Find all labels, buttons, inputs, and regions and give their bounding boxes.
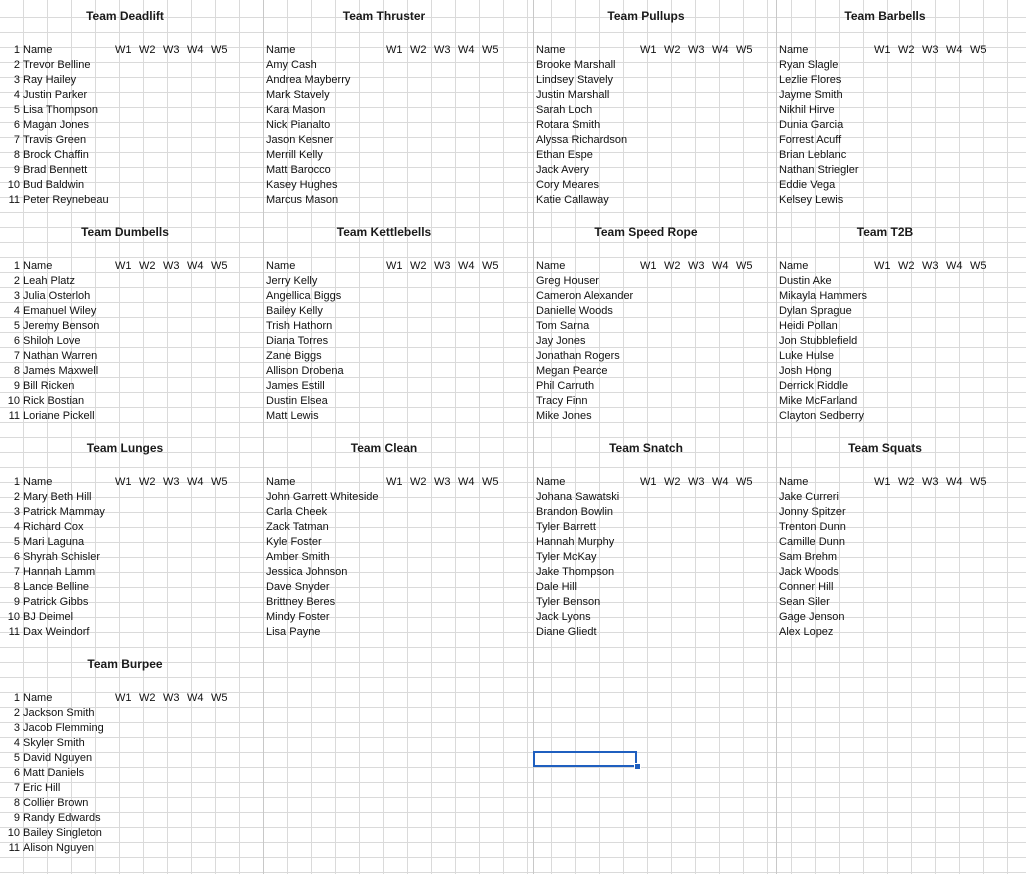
week-header: W5 xyxy=(482,44,499,56)
member-name-cell[interactable]: Nick Pianalto xyxy=(266,119,331,131)
member-name-cell[interactable]: Tracy Finn xyxy=(536,395,588,407)
member-name-cell[interactable]: Hannah Lamm xyxy=(23,566,96,578)
member-name-cell[interactable]: Diane Gliedt xyxy=(536,626,597,638)
row-number: 7 xyxy=(13,566,20,578)
member-name-cell[interactable]: Brittney Beres xyxy=(266,596,336,608)
row-number: 11 xyxy=(8,626,20,638)
row-number: 10 xyxy=(7,179,20,191)
week-header: W3 xyxy=(163,692,180,704)
name-header: Name xyxy=(779,260,809,272)
member-name-cell[interactable]: Ethan Espe xyxy=(536,149,593,161)
name-header: Name xyxy=(536,44,566,56)
member-name-cell[interactable]: Sean Siler xyxy=(779,596,830,608)
week-header: W5 xyxy=(970,476,987,488)
week-header: W2 xyxy=(139,44,156,56)
week-header: W5 xyxy=(211,476,228,488)
member-name-cell[interactable]: Jon Stubblefield xyxy=(779,335,858,347)
row-number: 9 xyxy=(13,164,20,176)
member-name-cell[interactable]: Zack Tatman xyxy=(266,521,329,533)
member-name-cell[interactable]: Brooke Marshall xyxy=(536,59,616,71)
name-header: Name xyxy=(266,476,296,488)
member-name-cell[interactable]: Phil Carruth xyxy=(536,380,595,392)
row-number: 7 xyxy=(13,782,20,794)
member-name-cell[interactable]: Leah Platz xyxy=(23,275,75,287)
member-name-cell[interactable]: Trevor Belline xyxy=(23,59,91,71)
member-name-cell[interactable]: Tyler Benson xyxy=(536,596,601,608)
member-name-cell[interactable]: Kyle Foster xyxy=(266,536,322,548)
week-header: W2 xyxy=(139,692,156,704)
member-name-cell[interactable]: Greg Houser xyxy=(536,275,599,287)
member-name-cell[interactable]: BJ Deimel xyxy=(23,611,74,623)
member-name-cell[interactable]: Ryan Slagle xyxy=(779,59,839,71)
row-number: 9 xyxy=(13,596,20,608)
team-title: Team Burpee xyxy=(87,657,163,671)
member-name-cell[interactable]: Jason Kesner xyxy=(266,134,334,146)
week-header: W4 xyxy=(458,476,475,488)
week-header: W4 xyxy=(187,44,204,56)
member-name-cell[interactable]: Randy Edwards xyxy=(23,812,101,824)
member-name-cell[interactable]: Amy Cash xyxy=(266,59,317,71)
member-name-cell[interactable]: Brock Chaffin xyxy=(23,149,89,161)
member-name-cell[interactable]: Jessica Johnson xyxy=(266,566,348,578)
row-number: 6 xyxy=(13,335,20,347)
row-number: 11 xyxy=(8,194,20,206)
member-name-cell[interactable]: Jackson Smith xyxy=(23,707,95,719)
row-number: 5 xyxy=(13,320,20,332)
member-name-cell[interactable]: Bud Baldwin xyxy=(23,179,85,191)
member-name-cell[interactable]: Gage Jenson xyxy=(779,611,845,623)
row-number: 1 xyxy=(13,692,20,704)
member-name-cell[interactable]: Jack Avery xyxy=(536,164,589,176)
member-name-cell[interactable]: Jay Jones xyxy=(536,335,586,347)
member-name-cell[interactable]: Mike Jones xyxy=(536,410,592,422)
member-name-cell[interactable]: Lindsey Stavely xyxy=(536,74,614,86)
week-header: W1 xyxy=(115,692,132,704)
row-number: 8 xyxy=(13,149,20,161)
week-header: W1 xyxy=(640,476,657,488)
member-name-cell[interactable]: Zane Biggs xyxy=(266,350,322,362)
member-name-cell[interactable]: Jonathan Rogers xyxy=(536,350,620,362)
name-header: Name xyxy=(266,44,296,56)
member-name-cell[interactable]: Mari Laguna xyxy=(23,536,85,548)
week-header: W5 xyxy=(211,692,228,704)
row-number: 3 xyxy=(13,722,20,734)
member-name-cell[interactable]: Andrea Mayberry xyxy=(266,74,351,86)
member-name-cell[interactable]: Shiloh Love xyxy=(23,335,81,347)
week-header: W2 xyxy=(664,44,681,56)
week-header: W3 xyxy=(922,44,939,56)
row-number: 2 xyxy=(13,275,20,287)
member-name-cell[interactable]: Dylan Sprague xyxy=(779,305,852,317)
member-name-cell[interactable]: Merrill Kelly xyxy=(266,149,323,161)
member-name-cell[interactable]: Jayme Smith xyxy=(779,89,843,101)
team-title: Team Barbells xyxy=(844,9,926,23)
member-name-cell[interactable]: Dustin Elsea xyxy=(266,395,328,407)
member-name-cell[interactable]: Magan Jones xyxy=(23,119,90,131)
member-name-cell[interactable]: Richard Cox xyxy=(23,521,84,533)
row-number: 1 xyxy=(13,44,20,56)
week-header: W4 xyxy=(187,692,204,704)
member-name-cell[interactable]: Matt Barocco xyxy=(266,164,331,176)
member-name-cell[interactable]: Travis Green xyxy=(23,134,87,146)
week-header: W3 xyxy=(688,44,705,56)
member-name-cell[interactable]: Carla Cheek xyxy=(266,506,328,518)
row-number: 9 xyxy=(13,380,20,392)
row-number: 6 xyxy=(13,767,20,779)
member-name-cell[interactable]: Julia Osterloh xyxy=(23,290,91,302)
member-name-cell[interactable]: Lezlie Flores xyxy=(779,74,842,86)
member-name-cell[interactable]: Kasey Hughes xyxy=(266,179,338,191)
member-name-cell[interactable]: Collier Brown xyxy=(23,797,89,809)
week-header: W3 xyxy=(163,476,180,488)
member-name-cell[interactable]: David Nguyen xyxy=(23,752,93,764)
week-header: W2 xyxy=(664,476,681,488)
week-header: W5 xyxy=(211,44,228,56)
week-header: W1 xyxy=(640,44,657,56)
row-number: 2 xyxy=(13,491,20,503)
member-name-cell[interactable]: Rick Bostian xyxy=(23,395,85,407)
row-number: 7 xyxy=(13,350,20,362)
week-header: W2 xyxy=(410,476,427,488)
row-number: 11 xyxy=(8,410,20,422)
member-name-cell[interactable]: Tom Sarna xyxy=(536,320,590,332)
member-name-cell[interactable]: Dax Weindorf xyxy=(23,626,90,638)
team-title: Team Clean xyxy=(350,441,418,455)
week-header: W4 xyxy=(712,476,729,488)
week-header: W2 xyxy=(410,260,427,272)
member-name-cell[interactable]: Marcus Mason xyxy=(266,194,339,206)
row-number: 5 xyxy=(13,752,20,764)
week-header: W2 xyxy=(664,260,681,272)
row-number: 8 xyxy=(13,581,20,593)
member-name-cell[interactable]: Patrick Gibbs xyxy=(23,596,89,608)
member-name-cell[interactable]: Conner Hill xyxy=(779,581,834,593)
member-name-cell[interactable]: Angellica Biggs xyxy=(266,290,342,302)
week-header: W2 xyxy=(898,260,915,272)
row-number: 1 xyxy=(13,476,20,488)
team-title: Team Thruster xyxy=(342,9,426,23)
member-name-cell[interactable]: Jonny Spitzer xyxy=(779,506,846,518)
member-name-cell[interactable]: Dale Hill xyxy=(536,581,577,593)
week-header: W1 xyxy=(874,476,891,488)
row-number: 2 xyxy=(13,707,20,719)
row-number: 2 xyxy=(13,59,20,71)
week-header: W3 xyxy=(688,476,705,488)
week-header: W4 xyxy=(712,44,729,56)
week-header: W1 xyxy=(386,260,403,272)
row-number: 4 xyxy=(13,737,20,749)
member-name-cell[interactable]: Bailey Singleton xyxy=(23,827,102,839)
week-header: W2 xyxy=(410,44,427,56)
team-title: Team Deadlift xyxy=(86,9,164,23)
team-title: Team Lunges xyxy=(86,441,164,455)
fill-handle[interactable] xyxy=(634,763,641,770)
member-name-cell[interactable]: Peter Reynebeau xyxy=(23,194,109,206)
week-header: W2 xyxy=(898,44,915,56)
member-name-cell[interactable]: Hannah Murphy xyxy=(536,536,615,548)
member-name-cell[interactable]: Skyler Smith xyxy=(23,737,85,749)
member-name-cell[interactable]: Ray Hailey xyxy=(23,74,77,86)
member-name-cell[interactable]: Nikhil Hirve xyxy=(779,104,835,116)
row-number: 4 xyxy=(13,305,20,317)
week-header: W5 xyxy=(970,44,987,56)
member-name-cell[interactable]: Cameron Alexander xyxy=(536,290,634,302)
team-title: Team Speed Rope xyxy=(594,225,698,239)
member-name-cell[interactable]: Camille Dunn xyxy=(779,536,846,548)
week-header: W3 xyxy=(922,476,939,488)
week-header: W5 xyxy=(736,476,753,488)
week-header: W1 xyxy=(115,260,132,272)
member-name-cell[interactable]: Heidi Pollan xyxy=(779,320,838,332)
row-number: 8 xyxy=(13,365,20,377)
member-name-cell[interactable]: Bill Ricken xyxy=(23,380,75,392)
row-number: 3 xyxy=(13,506,20,518)
row-number: 10 xyxy=(7,827,20,839)
member-name-cell[interactable]: Allison Drobena xyxy=(266,365,344,377)
member-name-cell[interactable]: Matt Lewis xyxy=(266,410,319,422)
member-name-cell[interactable]: Forrest Acuff xyxy=(779,134,842,146)
member-name-cell[interactable]: Lance Belline xyxy=(23,581,90,593)
week-header: W1 xyxy=(115,476,132,488)
name-header: Name xyxy=(23,44,53,56)
name-header: Name xyxy=(536,260,566,272)
week-header: W4 xyxy=(712,260,729,272)
member-name-cell[interactable]: Tyler McKay xyxy=(536,551,597,563)
row-number: 6 xyxy=(13,551,20,563)
week-header: W3 xyxy=(434,260,451,272)
row-number: 4 xyxy=(13,89,20,101)
member-name-cell[interactable]: Derrick Riddle xyxy=(779,380,849,392)
member-name-cell[interactable]: Justin Parker xyxy=(23,89,88,101)
member-name-cell[interactable]: Dave Snyder xyxy=(266,581,330,593)
team-title: Team T2B xyxy=(856,225,914,239)
team-title: Team Kettlebells xyxy=(336,225,432,239)
member-name-cell[interactable]: Lisa Payne xyxy=(266,626,321,638)
row-number: 8 xyxy=(13,797,20,809)
column-separator xyxy=(776,0,777,874)
member-name-cell[interactable]: Eddie Vega xyxy=(779,179,836,191)
row-number: 10 xyxy=(7,611,20,623)
week-header: W1 xyxy=(640,260,657,272)
member-name-cell[interactable]: Mindy Foster xyxy=(266,611,330,623)
member-name-cell[interactable]: John Garrett Whiteside xyxy=(266,491,379,503)
week-header: W4 xyxy=(458,260,475,272)
member-name-cell[interactable]: Danielle Woods xyxy=(536,305,613,317)
member-name-cell[interactable]: Jerry Kelly xyxy=(266,275,318,287)
member-name-cell[interactable]: Alex Lopez xyxy=(779,626,834,638)
member-name-cell[interactable]: Sarah Loch xyxy=(536,104,593,116)
member-name-cell[interactable]: Megan Pearce xyxy=(536,365,608,377)
member-name-cell[interactable]: Mary Beth Hill xyxy=(23,491,92,503)
row-number: 10 xyxy=(7,395,20,407)
week-header: W1 xyxy=(874,260,891,272)
member-name-cell[interactable]: Nathan Striegler xyxy=(779,164,859,176)
team-title: Team Snatch xyxy=(609,441,683,455)
row-number: 11 xyxy=(8,842,20,854)
week-header: W4 xyxy=(187,476,204,488)
member-name-cell[interactable]: Alyssa Richardson xyxy=(536,134,628,146)
member-name-cell[interactable]: Jake Thompson xyxy=(536,566,615,578)
member-name-cell[interactable]: Kelsey Lewis xyxy=(779,194,844,206)
member-name-cell[interactable]: Brian Leblanc xyxy=(779,149,847,161)
week-header: W3 xyxy=(434,44,451,56)
name-header: Name xyxy=(536,476,566,488)
column-separator xyxy=(263,0,264,874)
column-separator xyxy=(533,0,534,874)
member-name-cell[interactable]: Tyler Barrett xyxy=(536,521,596,533)
week-header: W3 xyxy=(434,476,451,488)
week-header: W2 xyxy=(898,476,915,488)
week-header: W2 xyxy=(139,260,156,272)
name-header: Name xyxy=(779,476,809,488)
week-header: W5 xyxy=(482,260,499,272)
member-name-cell[interactable]: Patrick Mammay xyxy=(23,506,105,518)
week-header: W5 xyxy=(482,476,499,488)
week-header: W4 xyxy=(946,44,963,56)
row-number: 1 xyxy=(13,260,20,272)
week-header: W5 xyxy=(736,260,753,272)
row-number: 7 xyxy=(13,134,20,146)
row-number: 6 xyxy=(13,119,20,131)
team-title: Team Pullups xyxy=(607,9,685,23)
member-name-cell[interactable]: Kara Mason xyxy=(266,104,326,116)
week-header: W5 xyxy=(970,260,987,272)
member-name-cell[interactable]: Jack Woods xyxy=(779,566,839,578)
member-name-cell[interactable]: Dunia Garcia xyxy=(779,119,844,131)
member-name-cell[interactable]: Josh Hong xyxy=(779,365,832,377)
week-header: W4 xyxy=(187,260,204,272)
week-header: W3 xyxy=(163,44,180,56)
row-number: 4 xyxy=(13,521,20,533)
week-header: W5 xyxy=(211,260,228,272)
member-name-cell[interactable]: Bailey Kelly xyxy=(266,305,323,317)
member-name-cell[interactable]: Luke Hulse xyxy=(779,350,835,362)
week-header: W4 xyxy=(946,476,963,488)
name-header: Name xyxy=(23,476,53,488)
row-number: 9 xyxy=(13,812,20,824)
member-name-cell[interactable]: Mark Stavely xyxy=(266,89,330,101)
member-name-cell[interactable]: Rotara Smith xyxy=(536,119,601,131)
week-header: W3 xyxy=(163,260,180,272)
member-name-cell[interactable]: Brad Bennett xyxy=(23,164,88,176)
member-name-cell[interactable]: Lisa Thompson xyxy=(23,104,99,116)
member-name-cell[interactable]: Dustin Ake xyxy=(779,275,832,287)
week-header: W1 xyxy=(115,44,132,56)
name-header: Name xyxy=(779,44,809,56)
member-name-cell[interactable]: Diana Torres xyxy=(266,335,329,347)
member-name-cell[interactable]: Matt Daniels xyxy=(23,767,85,779)
name-header: Name xyxy=(23,692,53,704)
member-name-cell[interactable]: Emanuel Wiley xyxy=(23,305,97,317)
name-header: Name xyxy=(266,260,296,272)
row-number: 5 xyxy=(13,104,20,116)
member-name-cell[interactable]: Eric Hill xyxy=(23,782,61,794)
week-header: W1 xyxy=(386,44,403,56)
member-name-cell[interactable]: Shyrah Schisler xyxy=(23,551,101,563)
row-number: 5 xyxy=(13,536,20,548)
week-header: W5 xyxy=(736,44,753,56)
member-name-cell[interactable]: Sam Brehm xyxy=(779,551,838,563)
member-name-cell[interactable]: Loriane Pickell xyxy=(23,410,95,422)
member-name-cell[interactable]: Jacob Flemming xyxy=(23,722,104,734)
week-header: W3 xyxy=(922,260,939,272)
member-name-cell[interactable]: James Estill xyxy=(266,380,325,392)
member-name-cell[interactable]: Trenton Dunn xyxy=(779,521,846,533)
member-name-cell[interactable]: Alison Nguyen xyxy=(23,842,94,854)
member-name-cell[interactable]: Trish Hathorn xyxy=(266,320,333,332)
row-number: 3 xyxy=(13,74,20,86)
week-header: W4 xyxy=(946,260,963,272)
member-name-cell[interactable]: Justin Marshall xyxy=(536,89,610,101)
name-header: Name xyxy=(23,260,53,272)
week-header: W1 xyxy=(386,476,403,488)
member-name-cell[interactable]: Jack Lyons xyxy=(536,611,591,623)
member-name-cell[interactable]: Jeremy Benson xyxy=(23,320,100,332)
member-name-cell[interactable]: Nathan Warren xyxy=(23,350,98,362)
team-title: Team Dumbells xyxy=(81,225,169,239)
member-name-cell[interactable]: Katie Callaway xyxy=(536,194,609,206)
member-name-cell[interactable]: Jake Curreri xyxy=(779,491,839,503)
member-name-cell[interactable]: Clayton Sedberry xyxy=(779,410,864,422)
row-number: 3 xyxy=(13,290,20,302)
member-name-cell[interactable]: Amber Smith xyxy=(266,551,330,563)
member-name-cell[interactable]: Brandon Bowlin xyxy=(536,506,614,518)
week-header: W1 xyxy=(874,44,891,56)
week-header: W4 xyxy=(458,44,475,56)
member-name-cell[interactable]: Johana Sawatski xyxy=(536,491,620,503)
member-name-cell[interactable]: Mikayla Hammers xyxy=(779,290,868,302)
week-header: W3 xyxy=(688,260,705,272)
member-name-cell[interactable]: Cory Meares xyxy=(536,179,599,191)
selected-cell[interactable] xyxy=(533,751,637,767)
week-header: W2 xyxy=(139,476,156,488)
team-title: Team Squats xyxy=(848,441,922,455)
member-name-cell[interactable]: Mike McFarland xyxy=(779,395,858,407)
member-name-cell[interactable]: James Maxwell xyxy=(23,365,99,377)
